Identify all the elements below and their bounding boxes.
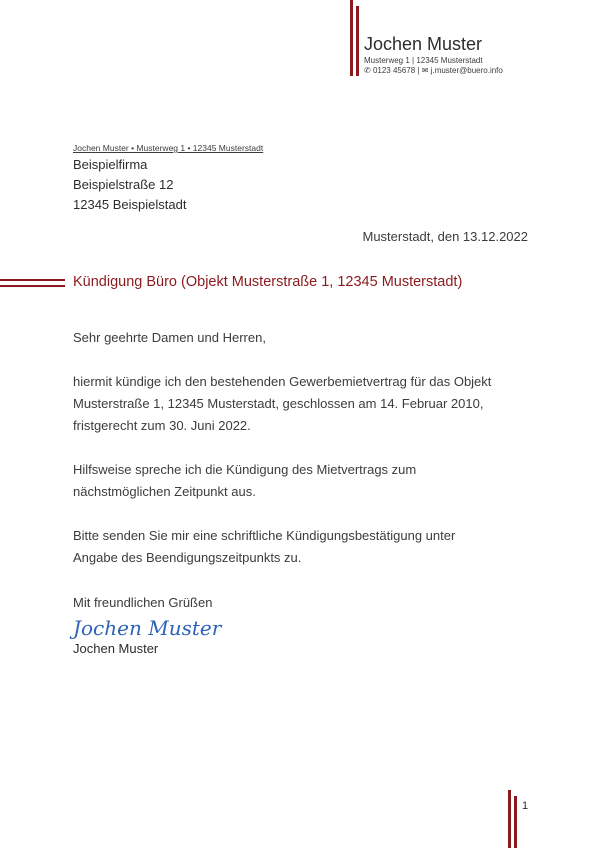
header-accent-bar-right: [356, 6, 359, 76]
letter-date: Musterstadt, den 13.12.2022: [362, 229, 528, 244]
paragraph-line: Hilfsweise spreche ich die Kündigung des Mietvertrags zum: [73, 462, 417, 477]
sender-name: Jochen Muster: [364, 34, 483, 54]
phone-icon: ✆: [364, 66, 371, 75]
subject-accent-line-top: [0, 279, 65, 281]
salutation: Sehr geehrte Damen und Herren,: [73, 330, 266, 345]
paragraph-alternative: [73, 459, 543, 503]
envelope-icon: ✉: [421, 66, 429, 75]
header-accent-bar-left: [350, 0, 353, 76]
footer-accent-bar-right: [514, 796, 517, 848]
recipient-address: [73, 155, 186, 215]
recipient-city: 12345 Beispielstadt: [73, 197, 187, 212]
sender-contact: [364, 66, 503, 75]
handwritten-signature: Jochen Muster: [73, 616, 222, 640]
letter-subject: Kündigung Büro (Objekt Musterstraße 1, 12345 Musterstadt): [73, 274, 463, 290]
paragraph-line: fristgerecht zum 30. Juni 2022.: [73, 418, 251, 433]
closing-phrase: Mit freundlichen Grüßen: [73, 595, 213, 610]
signer-name: Jochen Muster: [73, 641, 159, 656]
contact-separator: |: [417, 66, 420, 75]
sender-phone: 0123 45678: [372, 66, 416, 75]
paragraph-termination: [73, 371, 543, 437]
footer-accent-bar-left: [508, 790, 511, 848]
return-address-line: Jochen Muster • Musterweg 1 • 12345 Musterstadt: [73, 143, 264, 153]
paragraph-line: hiermit kündige ich den bestehenden Gewerbemietvertrag für das Objekt: [73, 374, 492, 389]
recipient-company: Beispielfirma: [73, 157, 148, 172]
recipient-street: Beispielstraße 12: [73, 177, 174, 192]
sender-address: Musterweg 1 | 12345 Musterstadt: [364, 56, 483, 65]
subject-accent-line-bottom: [0, 285, 65, 287]
paragraph-line: nächstmöglichen Zeitpunkt aus.: [73, 484, 256, 499]
paragraph-line: Angabe des Beendigungszeitpunkts zu.: [73, 550, 302, 565]
paragraph-line: Musterstraße 1, 12345 Musterstadt, geschlossen am 14. Februar 2010,: [73, 396, 484, 411]
paragraph-confirmation-request: [73, 525, 543, 569]
paragraph-line: Bitte senden Sie mir eine schriftliche Kündigungsbestätigung unter: [73, 528, 456, 543]
page-number: 1: [522, 800, 529, 812]
sender-email[interactable]: j.muster@buero.info: [430, 66, 503, 75]
